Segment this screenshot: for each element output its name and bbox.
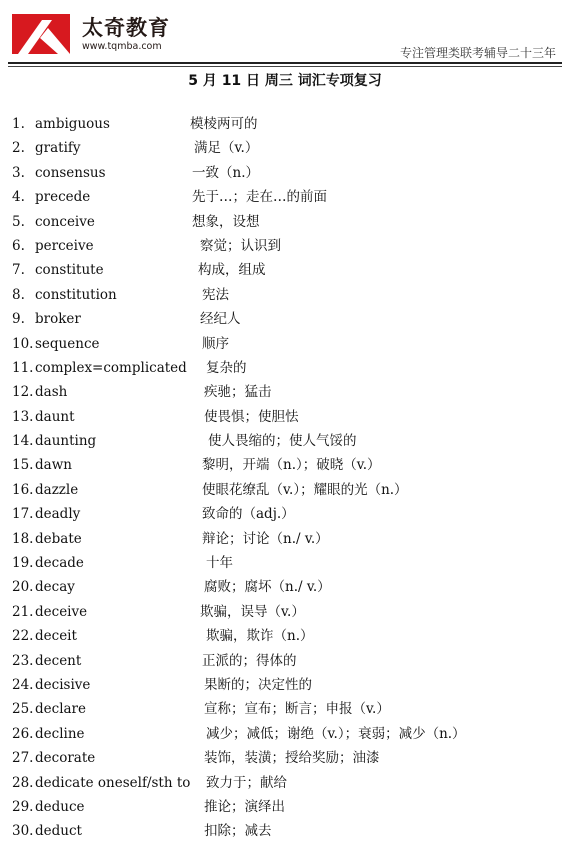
entry-number: 29. <box>12 798 34 815</box>
entry-number: 22. <box>12 628 34 645</box>
entry-number: 11. <box>12 359 34 376</box>
vocab-row <box>0 575 570 599</box>
english-word: debate <box>35 530 82 547</box>
entry-number: 25. <box>12 701 34 718</box>
vocab-row <box>0 502 570 526</box>
chinese-meaning: 减少；减低；谢绝（v.）；衰弱；减少（n.） <box>206 725 466 742</box>
chinese-meaning: 使人畏缩的；使人气馁的 <box>208 433 357 450</box>
entry-number: 6. <box>12 237 25 254</box>
vocab-row <box>0 161 570 185</box>
entry-number: 26. <box>12 725 34 742</box>
english-word: constitute <box>35 262 104 279</box>
chinese-meaning: 顺序 <box>202 335 229 352</box>
vocab-row <box>0 307 570 331</box>
chinese-meaning: 黎明，开端（n.）；破晓（v.） <box>202 457 381 474</box>
english-word: decent <box>35 652 82 669</box>
vocab-row <box>0 234 570 258</box>
entry-number: 9. <box>12 311 25 328</box>
header-tagline: 专注管理类联考辅导二十三年 <box>399 46 556 60</box>
vocab-row <box>0 600 570 624</box>
english-word: declare <box>35 701 87 718</box>
vocab-row <box>0 453 570 477</box>
chinese-meaning: 想象，设想 <box>192 213 260 230</box>
english-word: dazzle <box>35 481 79 498</box>
chinese-meaning: 一致（n.） <box>192 164 259 181</box>
vocab-row <box>0 112 570 136</box>
header-divider-thin <box>8 66 562 67</box>
english-word: daunt <box>35 408 75 425</box>
page-title: 5 月 11 日 周三 词汇专项复习 <box>188 73 382 89</box>
entry-number: 8. <box>12 286 25 303</box>
entry-number: 28. <box>12 774 34 791</box>
entry-number: 21. <box>12 603 34 620</box>
entry-number: 2. <box>12 140 25 157</box>
english-word: sequence <box>35 335 100 352</box>
chinese-meaning: 宣称；宣布；断言；申报（v.） <box>204 701 390 718</box>
vocab-row <box>0 722 570 746</box>
chinese-meaning: 模棱两可的 <box>190 116 258 132</box>
english-word: deduct <box>35 823 82 840</box>
chinese-meaning: 察觉；认识到 <box>200 237 281 254</box>
entry-number: 5. <box>12 213 25 230</box>
english-word: ambiguous <box>35 116 110 132</box>
entry-number: 4. <box>12 189 25 206</box>
english-word: deadly <box>35 506 81 523</box>
chinese-meaning: 十年 <box>206 555 233 572</box>
entry-number: 7. <box>12 262 25 279</box>
brand-name: 太奇教育 <box>82 16 170 40</box>
chinese-meaning: 构成，组成 <box>198 262 266 279</box>
chinese-meaning: 使畏惧；使胆怯 <box>204 408 299 425</box>
vocab-row <box>0 551 570 575</box>
entry-number: 30. <box>12 823 34 840</box>
chinese-meaning: 经纪人 <box>200 311 241 328</box>
chinese-meaning: 宪法 <box>202 286 229 303</box>
entry-number: 23. <box>12 652 34 669</box>
vocab-row <box>0 210 570 234</box>
chinese-meaning: 致命的（adj.） <box>202 506 295 523</box>
english-word: decay <box>35 579 75 596</box>
english-word: dedicate oneself/sth to <box>35 774 191 791</box>
english-word: deduce <box>35 798 85 815</box>
chinese-meaning: 复杂的 <box>206 359 247 376</box>
chinese-meaning: 正派的；得体的 <box>202 652 297 669</box>
vocab-row <box>0 673 570 697</box>
entry-number: 1. <box>12 116 25 132</box>
vocab-row <box>0 649 570 673</box>
taiqi-logo-icon <box>12 14 70 54</box>
chinese-meaning: 果断的；决定性的 <box>204 676 312 693</box>
vocab-row <box>0 746 570 770</box>
entry-number: 20. <box>12 579 34 596</box>
vocab-row <box>0 771 570 795</box>
vocab-row <box>0 405 570 429</box>
vocab-row <box>0 819 570 843</box>
vocabulary-list <box>0 112 570 844</box>
english-word: decade <box>35 555 84 572</box>
english-word: complex=complicated <box>35 359 187 376</box>
english-word: decorate <box>35 750 96 767</box>
english-word: conceive <box>35 213 95 230</box>
chinese-meaning: 致力于；献给 <box>206 774 287 791</box>
vocab-row <box>0 527 570 551</box>
brand-url: www.tqmba.com <box>82 41 162 52</box>
vocab-row <box>0 136 570 160</box>
english-word: decline <box>35 725 85 742</box>
vocab-row <box>0 185 570 209</box>
entry-number: 15. <box>12 457 34 474</box>
chinese-meaning: 疾驰；猛击 <box>204 384 272 401</box>
chinese-meaning: 装饰，装潢；授给奖励；油漆 <box>204 750 380 767</box>
page-header <box>0 0 570 62</box>
chinese-meaning: 使眼花缭乱（v.）；耀眼的光（n.） <box>202 481 408 498</box>
entry-number: 16. <box>12 481 34 498</box>
english-word: precede <box>35 189 91 206</box>
chinese-meaning: 辩论；讨论（n./ v.） <box>202 530 329 547</box>
header-divider <box>8 62 562 64</box>
entry-number: 10. <box>12 335 34 352</box>
chinese-meaning: 先于…；走在…的前面 <box>192 189 327 206</box>
english-word: daunting <box>35 433 97 450</box>
chinese-meaning: 推论；演绎出 <box>204 798 285 815</box>
chinese-meaning: 欺骗，欺诈（n.） <box>206 628 314 645</box>
chinese-meaning: 腐败；腐坏（n./ v.） <box>204 579 331 596</box>
english-word: dash <box>35 384 68 401</box>
vocab-row <box>0 332 570 356</box>
entry-number: 27. <box>12 750 34 767</box>
english-word: perceive <box>35 237 94 254</box>
vocab-row <box>0 258 570 282</box>
vocab-row <box>0 624 570 648</box>
vocab-row <box>0 283 570 307</box>
english-word: broker <box>35 311 81 328</box>
english-word: constitution <box>35 286 117 303</box>
english-word: consensus <box>35 164 106 181</box>
english-word: decisive <box>35 676 91 693</box>
english-word: dawn <box>35 457 72 474</box>
english-word: gratify <box>35 140 81 157</box>
english-word: deceive <box>35 603 88 620</box>
vocab-row <box>0 380 570 404</box>
entry-number: 19. <box>12 555 34 572</box>
entry-number: 13. <box>12 408 34 425</box>
vocab-row <box>0 478 570 502</box>
vocab-row <box>0 356 570 380</box>
entry-number: 24. <box>12 676 34 693</box>
english-word: deceit <box>35 628 77 645</box>
entry-number: 12. <box>12 384 34 401</box>
entry-number: 3. <box>12 164 25 181</box>
vocab-row <box>0 429 570 453</box>
chinese-meaning: 欺骗，误导（v.） <box>200 603 305 620</box>
vocab-row <box>0 795 570 819</box>
entry-number: 17. <box>12 506 34 523</box>
chinese-meaning: 扣除；减去 <box>204 823 272 840</box>
entry-number: 18. <box>12 530 34 547</box>
chinese-meaning: 满足（v.） <box>194 140 259 157</box>
vocab-row <box>0 697 570 721</box>
entry-number: 14. <box>12 433 34 450</box>
